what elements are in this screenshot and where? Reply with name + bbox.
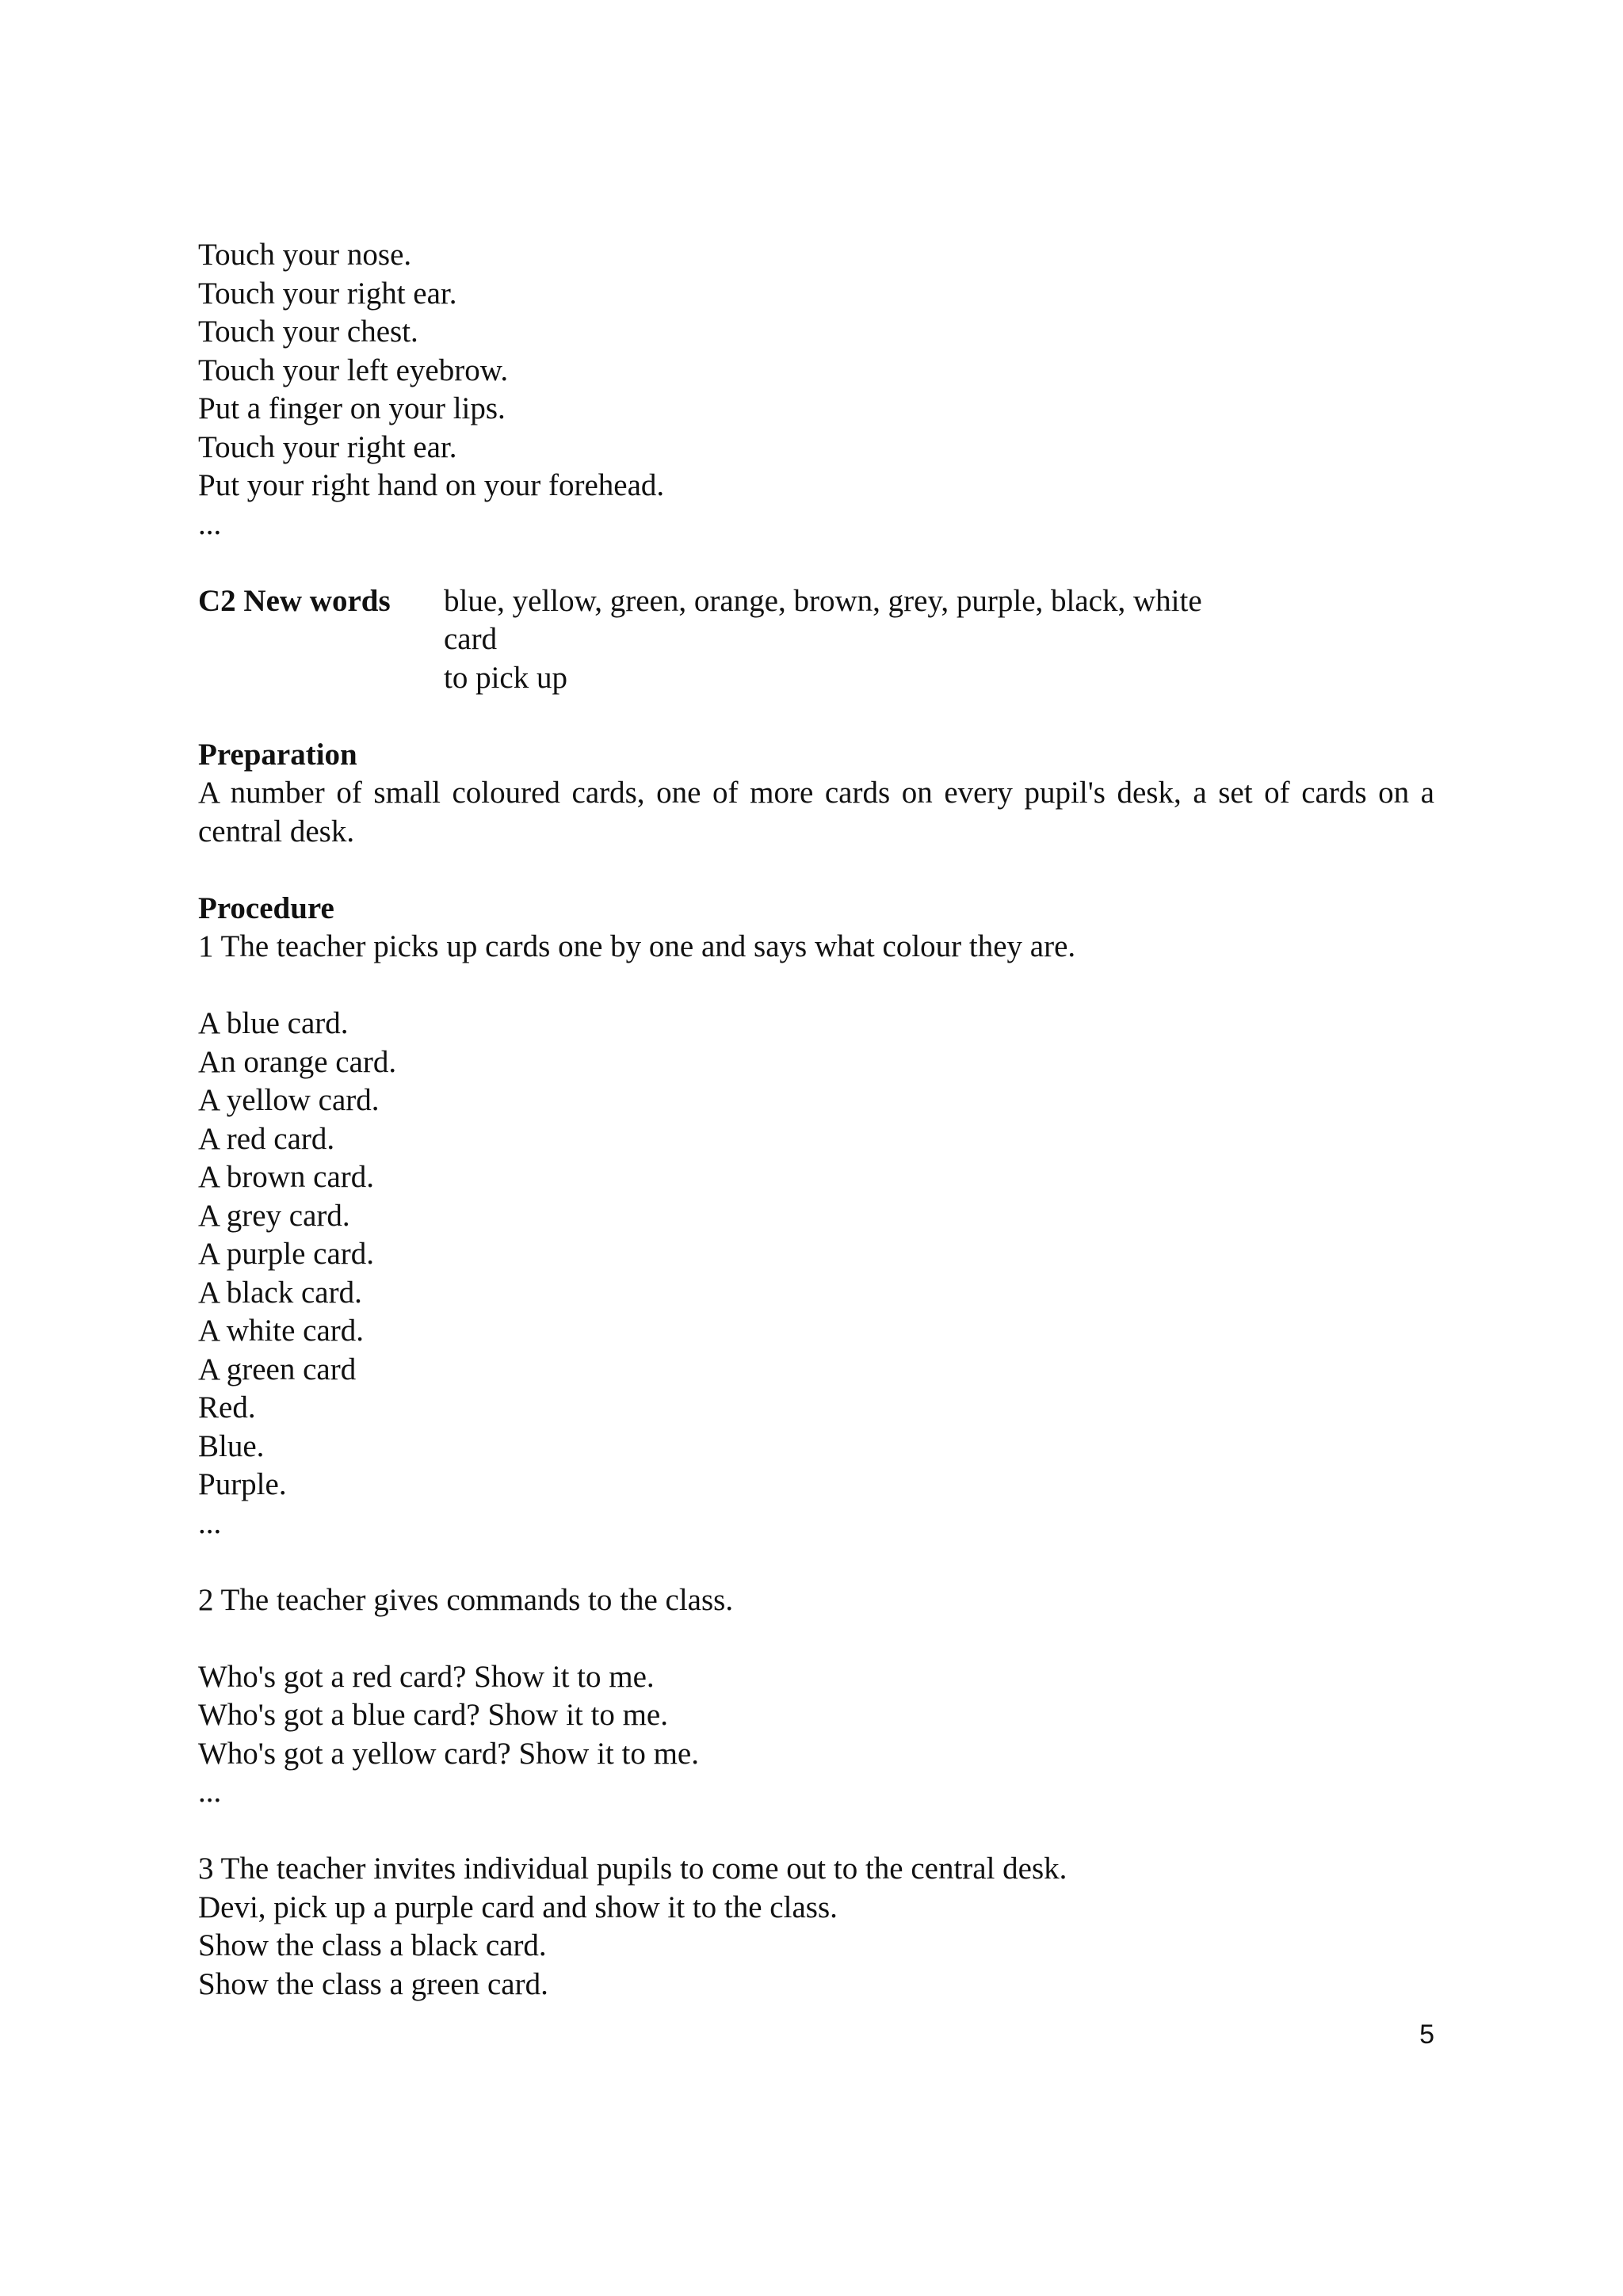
example-line: Who's got a red card? Show it to me. bbox=[198, 1659, 655, 1694]
example-line: Show the class a black card. bbox=[198, 1928, 547, 1962]
page-number: 5 bbox=[1419, 2019, 1434, 2050]
command-line: Put your right hand on your forehead. bbox=[198, 468, 665, 502]
ellipsis: ... bbox=[198, 1775, 222, 1809]
example-line: A purple card. bbox=[198, 1237, 375, 1271]
preparation-text: A number of small coloured cards, one of more cards on every pupil's desk, a set of cards on a central desk. bbox=[198, 776, 1434, 849]
new-words-section bbox=[198, 582, 1434, 698]
step-instruction: 3 The teacher invites individual pupils to come out to the central desk. bbox=[198, 1852, 1067, 1886]
spacer bbox=[198, 967, 1434, 1005]
spacer bbox=[198, 697, 1434, 736]
example-line: A red card. bbox=[198, 1121, 335, 1156]
example-line: A green card bbox=[198, 1352, 357, 1386]
new-words-list bbox=[444, 582, 1434, 698]
new-words-item: card bbox=[444, 622, 498, 656]
command-line: Touch your right ear. bbox=[198, 429, 457, 464]
example-line: A white card. bbox=[198, 1314, 365, 1348]
example-line: A black card. bbox=[198, 1275, 362, 1310]
step-instruction: 1 The teacher picks up cards one by one and says what colour they are. bbox=[198, 929, 1076, 963]
step-instruction: 2 The teacher gives commands to the class. bbox=[198, 1582, 734, 1617]
procedure-heading: Procedure bbox=[198, 891, 334, 925]
command-line: Put a finger on your lips. bbox=[198, 391, 506, 425]
command-line: Touch your nose. bbox=[198, 238, 412, 272]
example-line: Who's got a yellow card? Show it to me. bbox=[198, 1736, 699, 1771]
example-line: Who's got a blue card? Show it to me. bbox=[198, 1698, 668, 1732]
example-line: Show the class a green card. bbox=[198, 1966, 548, 2001]
command-line: Touch your left eyebrow. bbox=[198, 353, 509, 387]
spacer bbox=[198, 1812, 1434, 1851]
example-line: Blue. bbox=[198, 1428, 265, 1463]
command-line: Touch your right ear. bbox=[198, 276, 457, 311]
preparation-heading: Preparation bbox=[198, 737, 357, 772]
spacer bbox=[198, 1543, 1434, 1581]
new-words-item: blue, yellow, green, orange, brown, grey, purple, black, white bbox=[444, 583, 1202, 618]
new-words-label: C2 New words bbox=[198, 583, 391, 618]
procedure-step-3 bbox=[198, 1850, 1434, 2004]
command-line: Touch your chest. bbox=[198, 315, 418, 349]
example-line: A grey card. bbox=[198, 1198, 350, 1233]
spacer bbox=[198, 543, 1434, 582]
new-words-item: to pick up bbox=[444, 660, 567, 695]
example-line: An orange card. bbox=[198, 1044, 397, 1079]
page-content bbox=[198, 236, 1434, 2004]
example-line: Red. bbox=[198, 1390, 256, 1425]
spacer bbox=[198, 1619, 1434, 1658]
spacer bbox=[198, 851, 1434, 890]
preparation-section bbox=[198, 736, 1434, 852]
example-line: A brown card. bbox=[198, 1160, 375, 1194]
intro-commands bbox=[198, 236, 1434, 543]
ellipsis: ... bbox=[198, 1505, 222, 1540]
example-line: Devi, pick up a purple card and show it to the class. bbox=[198, 1890, 838, 1924]
ellipsis: ... bbox=[198, 506, 222, 541]
procedure-step-1 bbox=[198, 928, 1434, 1543]
example-line: Purple. bbox=[198, 1467, 287, 1501]
procedure-section bbox=[198, 890, 1434, 2004]
example-line: A blue card. bbox=[198, 1006, 349, 1040]
example-line: A yellow card. bbox=[198, 1083, 380, 1117]
procedure-step-2 bbox=[198, 1581, 1434, 1812]
